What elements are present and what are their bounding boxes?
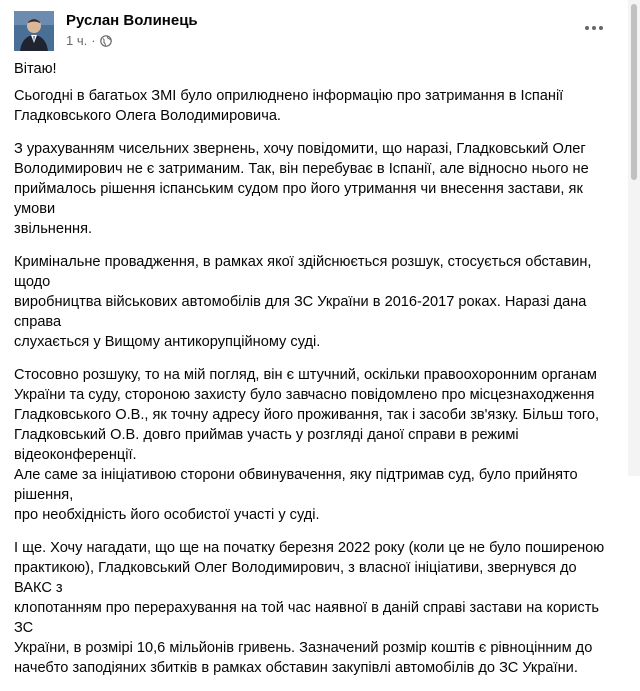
post-timestamp[interactable]: 1 ч. <box>66 33 88 48</box>
post-header <box>14 10 614 54</box>
avatar-photo <box>14 11 54 51</box>
post-meta <box>66 33 112 48</box>
post-paragraph: З урахуванням чисельних звернень, хочу повідомити, що наразі, Гладковський Олег Володимирович не є затриманим. Так, він перебуває в Іспанії, але відносно нього не приймалось рішення іспанським судом про його утримання чи внесення застави, як умови звільнення. <box>14 141 589 237</box>
meta-separator: · <box>91 33 96 48</box>
vertical-scrollbar[interactable] <box>628 0 640 476</box>
author-avatar[interactable] <box>14 11 54 51</box>
author-name[interactable]: Руслан Волинець <box>66 12 198 29</box>
post-paragraph: Сьогодні в багатьох ЗМІ було оприлюднено інформацію про затримання в Іспанії Гладковського Олега Володимировича. <box>14 88 564 124</box>
post-paragraph: Вітаю! <box>14 61 57 77</box>
post-paragraph: І ще. Хочу нагадати, що ще на початку березня 2022 року (коли це не було поширеною практикою), Гладковський Олег Володимирович, з власної ініціативи, звернувся до ВАКС з клопотанням про перерахування на той час наявної в даній справі застави на користь ЗС України, в розмірі 10,6 мільйонів гривень. Зазначений розмір коштів є рівноцінним до начебто заподіяних збитків в рамках обставин закупівлі автомобілів до ЗС України. <box>14 540 605 676</box>
more-options-icon[interactable] <box>580 18 608 38</box>
post-paragraph: Кримінальне провадження, в рамках якої здійснюється розшук, стосується обставин, щодо виробництва військових автомобілів для ЗС України в 2016-2017 роках. Наразі дана справа слухається у Вищому антикорупційному суді. <box>14 254 592 350</box>
scrollbar-thumb[interactable] <box>631 4 637 180</box>
post-paragraph: Стосовно розшуку, то на мій погляд, він є штучний, оскільки правоохоронним органам України та суду, стороною захисту було завчасно повідомлено про місцезнаходження Гладковського О.В., як точну адресу його проживання, так і засоби зв'язку. Більш того, Гладковський О.В. довго приймав участь у розгляді даної справи в режимі відеоконференції. Але саме за ініціативою сторони обвинувачення, яку підтримав суд, було прийнято рішення, про необхідність його особистої участі у суді. <box>14 367 600 523</box>
globe-icon[interactable] <box>100 35 112 47</box>
post-text <box>14 59 612 691</box>
